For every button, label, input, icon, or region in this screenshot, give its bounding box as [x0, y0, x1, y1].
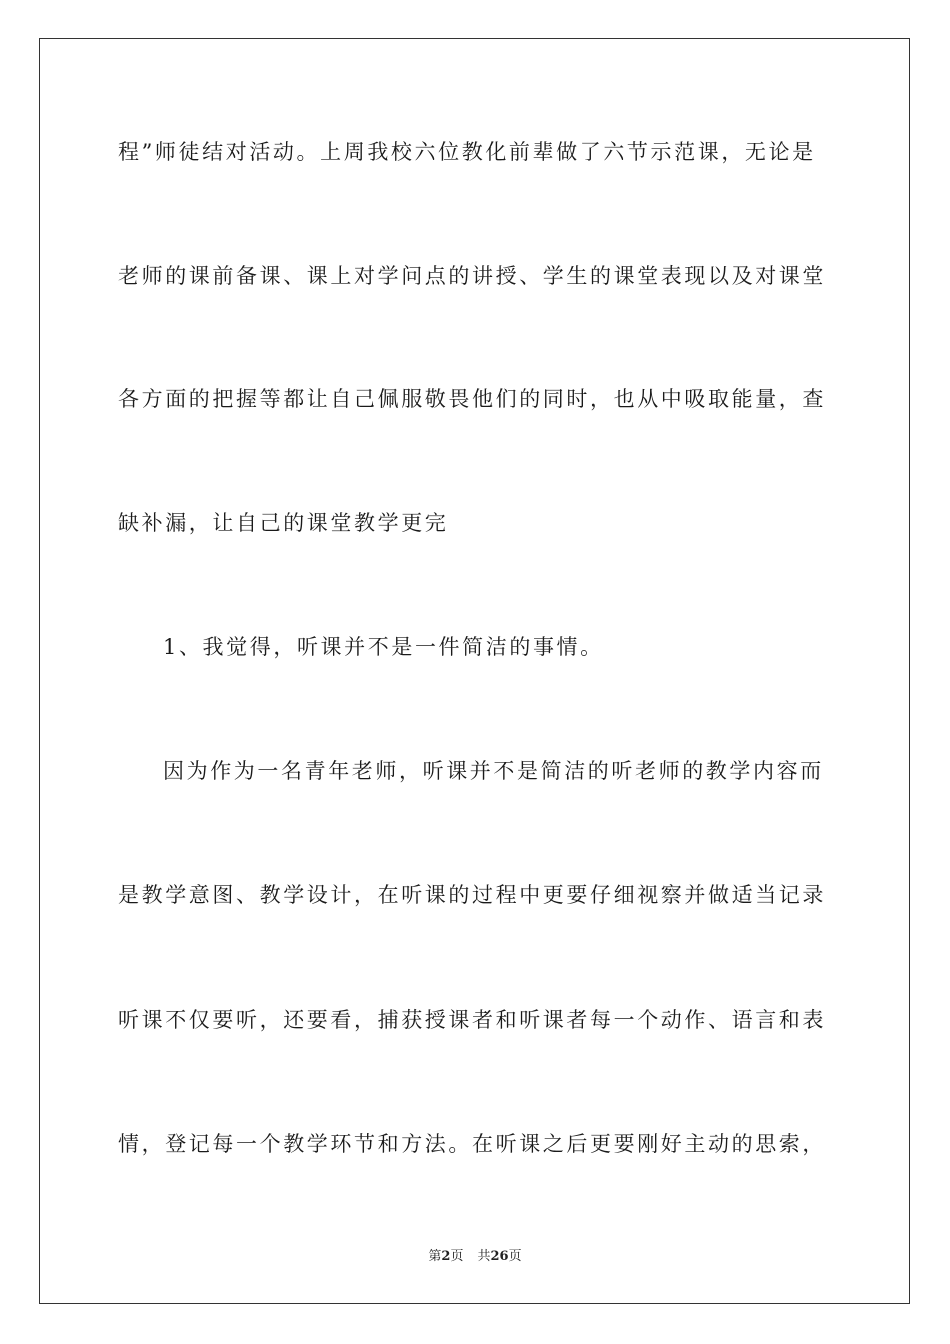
- body-text-line-9: 情，登记每一个教学环节和方法。在听课之后更要刚好主动的思索，: [118, 1132, 826, 1156]
- footer-total-pages: 26: [490, 1249, 509, 1264]
- body-text-line-6: 因为作为一名青年老师，听课并不是简洁的听老师的教学内容而: [163, 759, 824, 783]
- footer-total-suffix: 页: [508, 1249, 522, 1264]
- footer-page-number: 2: [441, 1249, 451, 1264]
- body-text-line-3: 各方面的把握等都让自己佩服敬畏他们的同时，也从中吸取能量，查: [118, 387, 826, 411]
- page-border: [39, 38, 910, 1304]
- body-text-line-1: 程”师徒结对活动。上周我校六位教化前辈做了六节示范课，无论是: [118, 140, 816, 164]
- body-text-line-4: 缺补漏，让自己的课堂教学更完: [118, 511, 449, 535]
- page-footer: [0, 1249, 950, 1265]
- body-text-line-7: 是教学意图、教学设计，在听课的过程中更要仔细视察并做适当记录: [118, 883, 826, 907]
- body-text-line-5: 1、我觉得，听课并不是一件简洁的事情。: [163, 635, 604, 659]
- body-text-line-2: 老师的课前备课、课上对学问点的讲授、学生的课堂表现以及对课堂: [118, 264, 826, 288]
- footer-page-prefix: 第: [428, 1249, 442, 1264]
- footer-page-suffix: 页: [450, 1249, 464, 1264]
- footer-total-prefix: 共: [477, 1249, 491, 1264]
- body-text-line-8: 听课不仅要听，还要看，捕获授课者和听课者每一个动作、语言和表: [118, 1008, 826, 1032]
